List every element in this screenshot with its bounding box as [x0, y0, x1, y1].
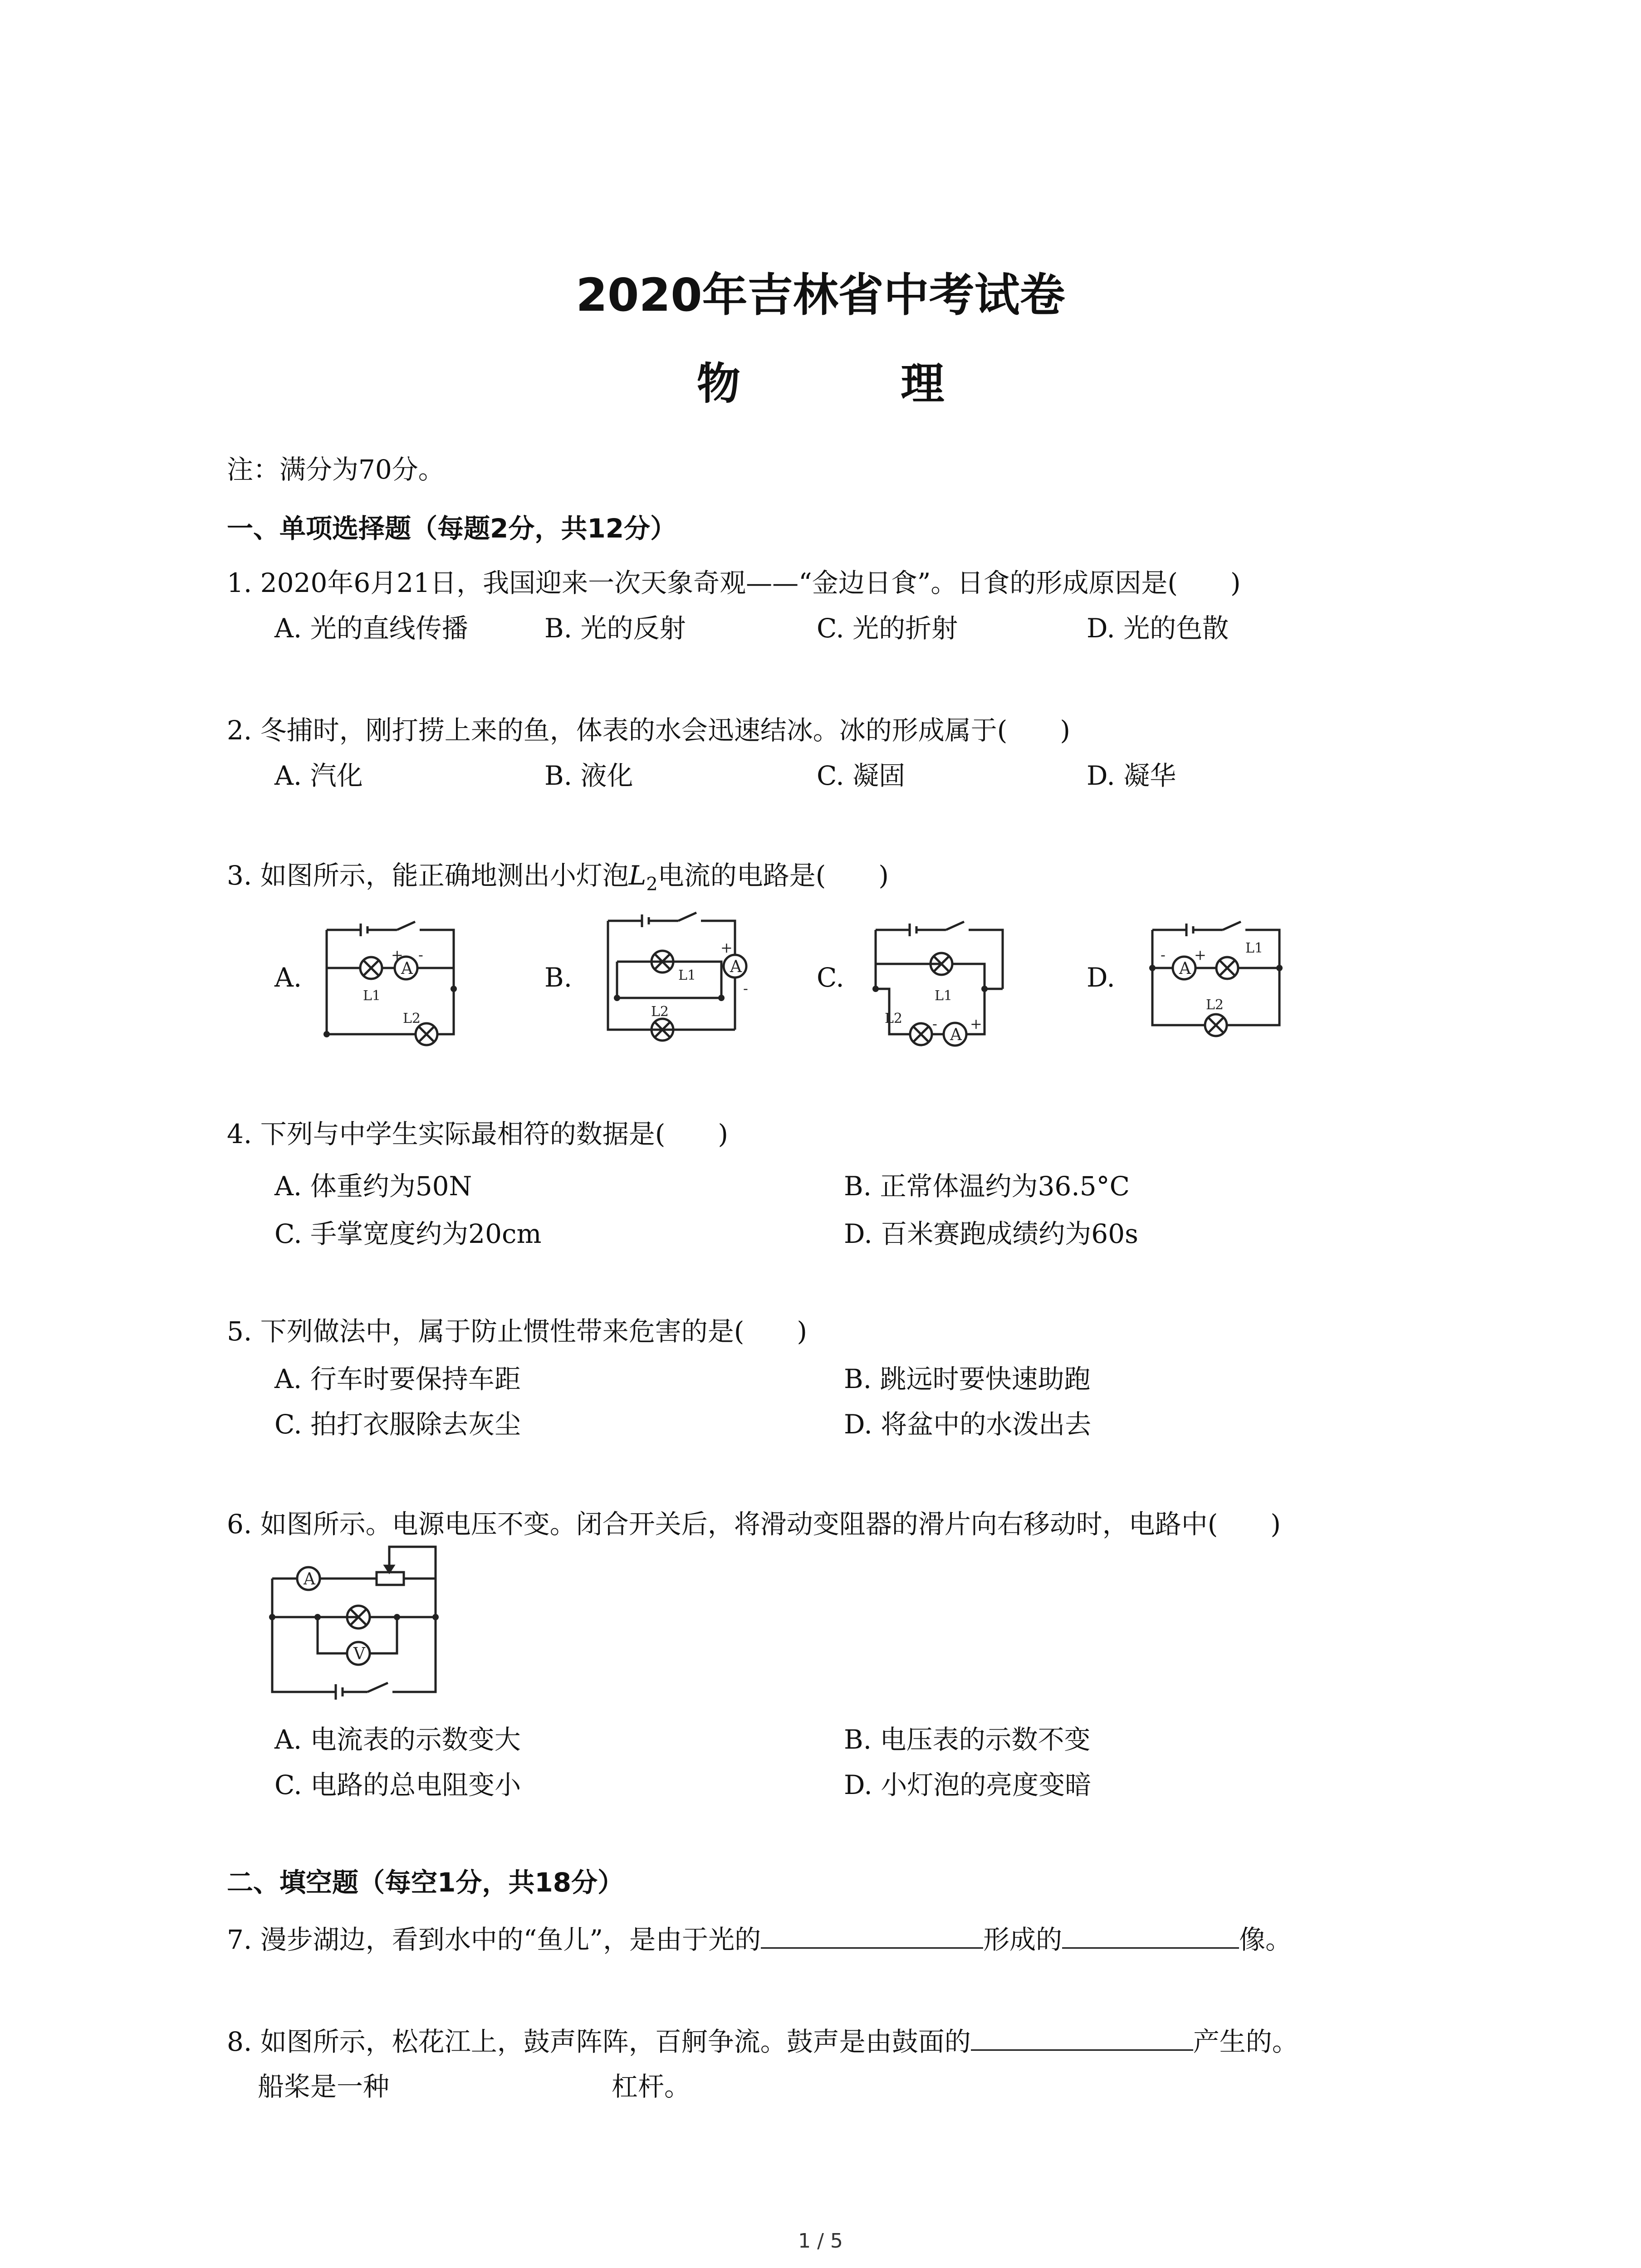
q3-stem-sub: 2	[646, 874, 658, 895]
q3-stem-pre: 3. 如图所示，能正确地测出小灯泡	[227, 860, 629, 891]
q8-stem-line1	[227, 2023, 1298, 2058]
q8-part1: 8. 如图所示，松花江上，鼓声阵阵，百舸争流。鼓声是由鼓面的	[227, 2026, 971, 2057]
circuit-b-plus: +	[720, 939, 733, 956]
q2-stem: 2. 冬捕时，刚打捞上来的鱼，体表的水会迅速结冰。冰的形成属于( )	[227, 715, 1071, 746]
circuit-q6-diagram	[268, 1542, 449, 1706]
q4-stem: 4. 下列与中学生实际最相符的数据是( )	[227, 1119, 729, 1149]
q4-option-b: B. 正常体温约为36.5°C	[844, 1171, 1130, 1202]
circuit-c-l1-label: L1	[935, 988, 953, 1004]
q5-stem: 5. 下列做法中，属于防止惯性带来危害的是( )	[227, 1316, 808, 1347]
q2-option-a: A. 汽化	[274, 760, 363, 791]
q7-part2: 形成的	[983, 1924, 1063, 1955]
q3-stem-var: L	[628, 860, 647, 891]
q6-option-b: B. 电压表的示数不变	[844, 1724, 1091, 1755]
circuit-c-plus: +	[970, 1015, 982, 1032]
circuit-c-l2-label: L2	[885, 1011, 903, 1026]
q6-option-c: C. 电路的总电阻变小	[274, 1769, 521, 1800]
q2-option-b: B. 液化	[544, 760, 633, 791]
circuit-a-minus: -	[418, 946, 423, 963]
circuit-a-diagram	[318, 921, 463, 1043]
circuit-d-ammeter-label: A	[1179, 959, 1191, 978]
q1-option-c: C. 光的折射	[817, 613, 958, 644]
page-number: 1 / 5	[798, 2229, 843, 2253]
q3-option-d: D.	[1087, 962, 1115, 993]
q8-blank-1[interactable]	[971, 2023, 1193, 2051]
q2-option-d: D. 凝华	[1087, 760, 1176, 791]
q5-option-d: D. 将盆中的水泼出去	[844, 1409, 1092, 1440]
q6-option-a: A. 电流表的示数变大	[274, 1724, 521, 1755]
circuit-d-plus: +	[1194, 946, 1206, 963]
q7-blank-1[interactable]	[761, 1921, 983, 1949]
q6-stem: 6. 如图所示。电源电压不变。闭合开关后，将滑动变阻器的滑片向右移动时，电路中( )	[227, 1509, 1281, 1540]
q4-option-a: A. 体重约为50N	[274, 1171, 472, 1202]
q5-option-a: A. 行车时要保持车距	[274, 1364, 521, 1394]
circuit-c-diagram	[867, 921, 1012, 1052]
q7-part3: 像。	[1239, 1924, 1292, 1955]
q1-option-b: B. 光的反射	[544, 613, 686, 644]
q7-blank-2[interactable]	[1062, 1921, 1239, 1949]
q6-ammeter-label: A	[304, 1570, 315, 1589]
q8-stem-line2	[258, 2071, 691, 2102]
q1-option-a: A. 光的直线传播	[274, 613, 468, 644]
section2-heading: 二、填空题（每空1分，共18分）	[227, 1867, 624, 1898]
exam-title: 2020年吉林省中考试卷	[576, 269, 1065, 322]
circuit-a-l2-label: L2	[403, 1011, 421, 1026]
score-note: 注：满分为70分。	[227, 454, 445, 485]
circuit-b-diagram	[599, 912, 753, 1048]
circuit-b-minus: -	[743, 980, 748, 997]
q8-line2a: 船桨是一种	[258, 2071, 390, 2102]
q4-option-d: D. 百米赛跑成绩约为60s	[844, 1218, 1138, 1249]
q1-option-d: D. 光的色散	[1087, 613, 1229, 644]
circuit-a-ammeter-label: A	[401, 959, 413, 978]
circuit-b-l1-label: L1	[678, 968, 696, 983]
circuit-d-l2-label: L2	[1206, 997, 1224, 1013]
circuit-b-ammeter-label: A	[730, 958, 742, 976]
circuit-c-ammeter-label: A	[950, 1026, 962, 1044]
subject-title: 物 理	[696, 358, 1017, 409]
circuit-d-diagram	[1143, 921, 1288, 1048]
q7-stem	[227, 1921, 1292, 1955]
q4-option-c: C. 手掌宽度约为20cm	[274, 1218, 542, 1249]
circuit-d-l1-label: L1	[1245, 940, 1264, 956]
q3-option-a: A.	[274, 962, 302, 993]
circuit-b-l2-label: L2	[651, 1004, 669, 1020]
q3-option-b: B.	[544, 962, 573, 993]
circuit-a-plus: +	[391, 946, 403, 963]
q3-stem	[227, 860, 889, 900]
circuit-d-minus: -	[1161, 946, 1166, 963]
q2-option-c: C. 凝固	[817, 760, 906, 791]
q8-part2: 产生的。	[1193, 2026, 1298, 2057]
q3-stem-post: 电流的电路是( )	[657, 860, 889, 891]
q6-option-d: D. 小灯泡的亮度变暗	[844, 1769, 1092, 1800]
q7-part1: 7. 漫步湖边，看到水中的“鱼儿”，是由于光的	[227, 1924, 761, 1955]
q6-voltmeter-label: V	[353, 1645, 365, 1663]
section1-heading: 一、单项选择题（每题2分，共12分）	[227, 513, 677, 544]
circuit-a-l1-label: L1	[363, 988, 381, 1004]
q3-option-c: C.	[817, 962, 844, 993]
q5-option-c: C. 拍打衣服除去灰尘	[274, 1409, 521, 1440]
circuit-c-minus: -	[932, 1015, 937, 1032]
q1-stem: 1. 2020年6月21日，我国迎来一次天象奇观——“金边日食”。日食的形成原因是( )	[227, 567, 1241, 598]
q5-option-b: B. 跳远时要快速助跑	[844, 1364, 1091, 1394]
q8-line2b: 杠杆。	[612, 2071, 691, 2102]
